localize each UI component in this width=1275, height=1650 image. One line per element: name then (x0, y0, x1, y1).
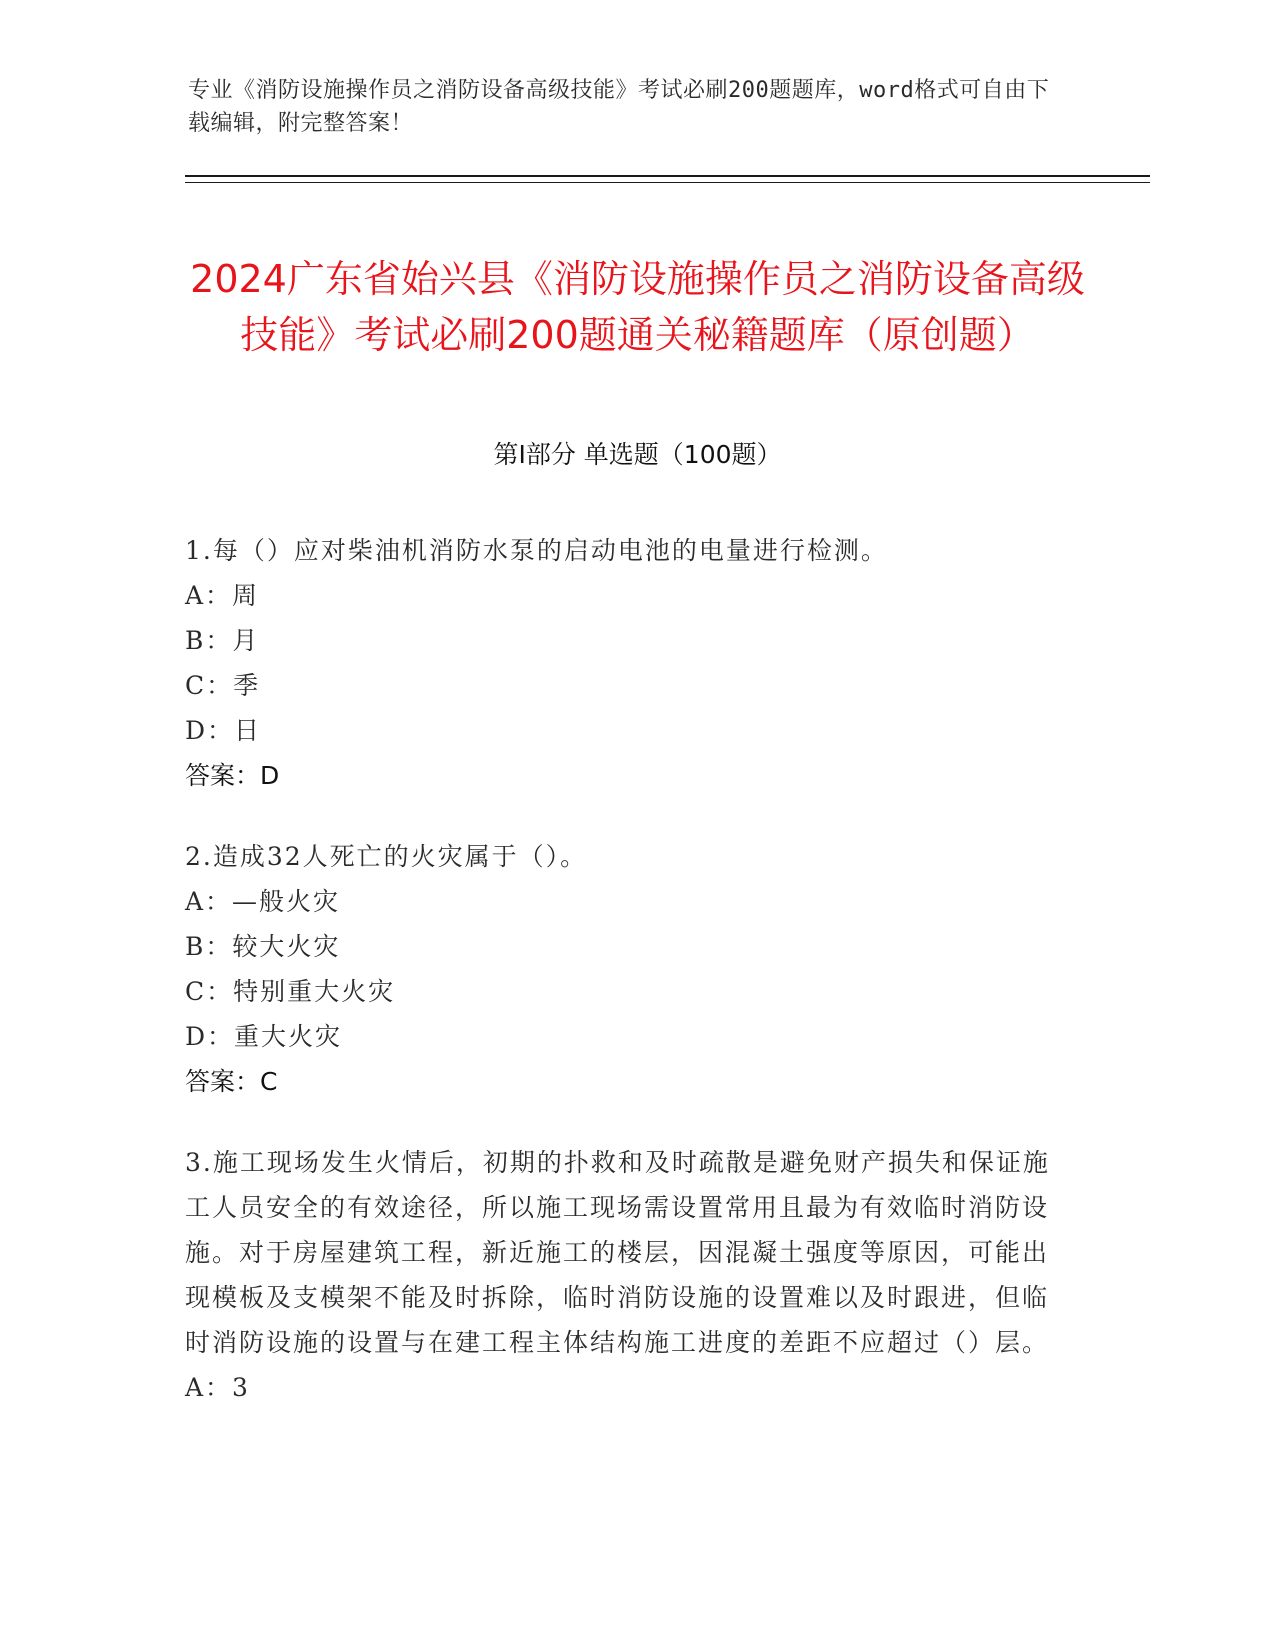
option-c: C：季 (185, 671, 261, 700)
option-b: B：月 (185, 626, 260, 655)
option-d: D：日 (185, 716, 262, 745)
question-2 (185, 834, 1065, 1104)
option-a: A：—般火灾 (185, 887, 341, 916)
option-b: B：较大火灾 (185, 932, 341, 961)
header-rule-thick (185, 175, 1150, 177)
question-3 (185, 1140, 1065, 1410)
question-list (185, 528, 1065, 1446)
option-a: A：3 (185, 1373, 250, 1402)
question-stem: 1.每（）应对柴油机消防水泵的启动电池的电量进行检测。 (185, 536, 888, 565)
question-1 (185, 528, 1065, 798)
header-rule-thin (185, 182, 1150, 183)
document-title: 2024广东省始兴县《消防设施操作员之消防设备高级技能》考试必刷200题通关秘籍题库（原创题） (190, 257, 1085, 358)
answer: 答案：D (185, 761, 280, 790)
option-c: C：特别重大火灾 (185, 977, 396, 1006)
header-note: 专业《消防设施操作员之消防设备高级技能》考试必刷200题题库，word格式可自由下载编辑，附完整答案！ (188, 78, 1050, 136)
question-stem: 2.造成32人死亡的火灾属于（）。 (185, 842, 588, 871)
answer: 答案：C (185, 1067, 278, 1096)
question-stem: 3.施工现场发生火情后，初期的扑救和及时疏散是避免财产损失和保证施工人员安全的有效途径，所以施工现场需设置常用且最为有效临时消防设施。对于房屋建筑工程，新近施工的楼层，因混凝土强度等原因，可能出现模板及支模架不能及时拆除，临时消防设施的设置难以及时跟进，但临时消防设施的设置与在建工程主体结构施工进度的差距不应超过（）层。 (185, 1148, 1050, 1357)
option-a: A：周 (185, 581, 260, 610)
option-d: D：重大火灾 (185, 1022, 343, 1051)
section-title: 第I部分 单选题（100题） (493, 440, 782, 469)
